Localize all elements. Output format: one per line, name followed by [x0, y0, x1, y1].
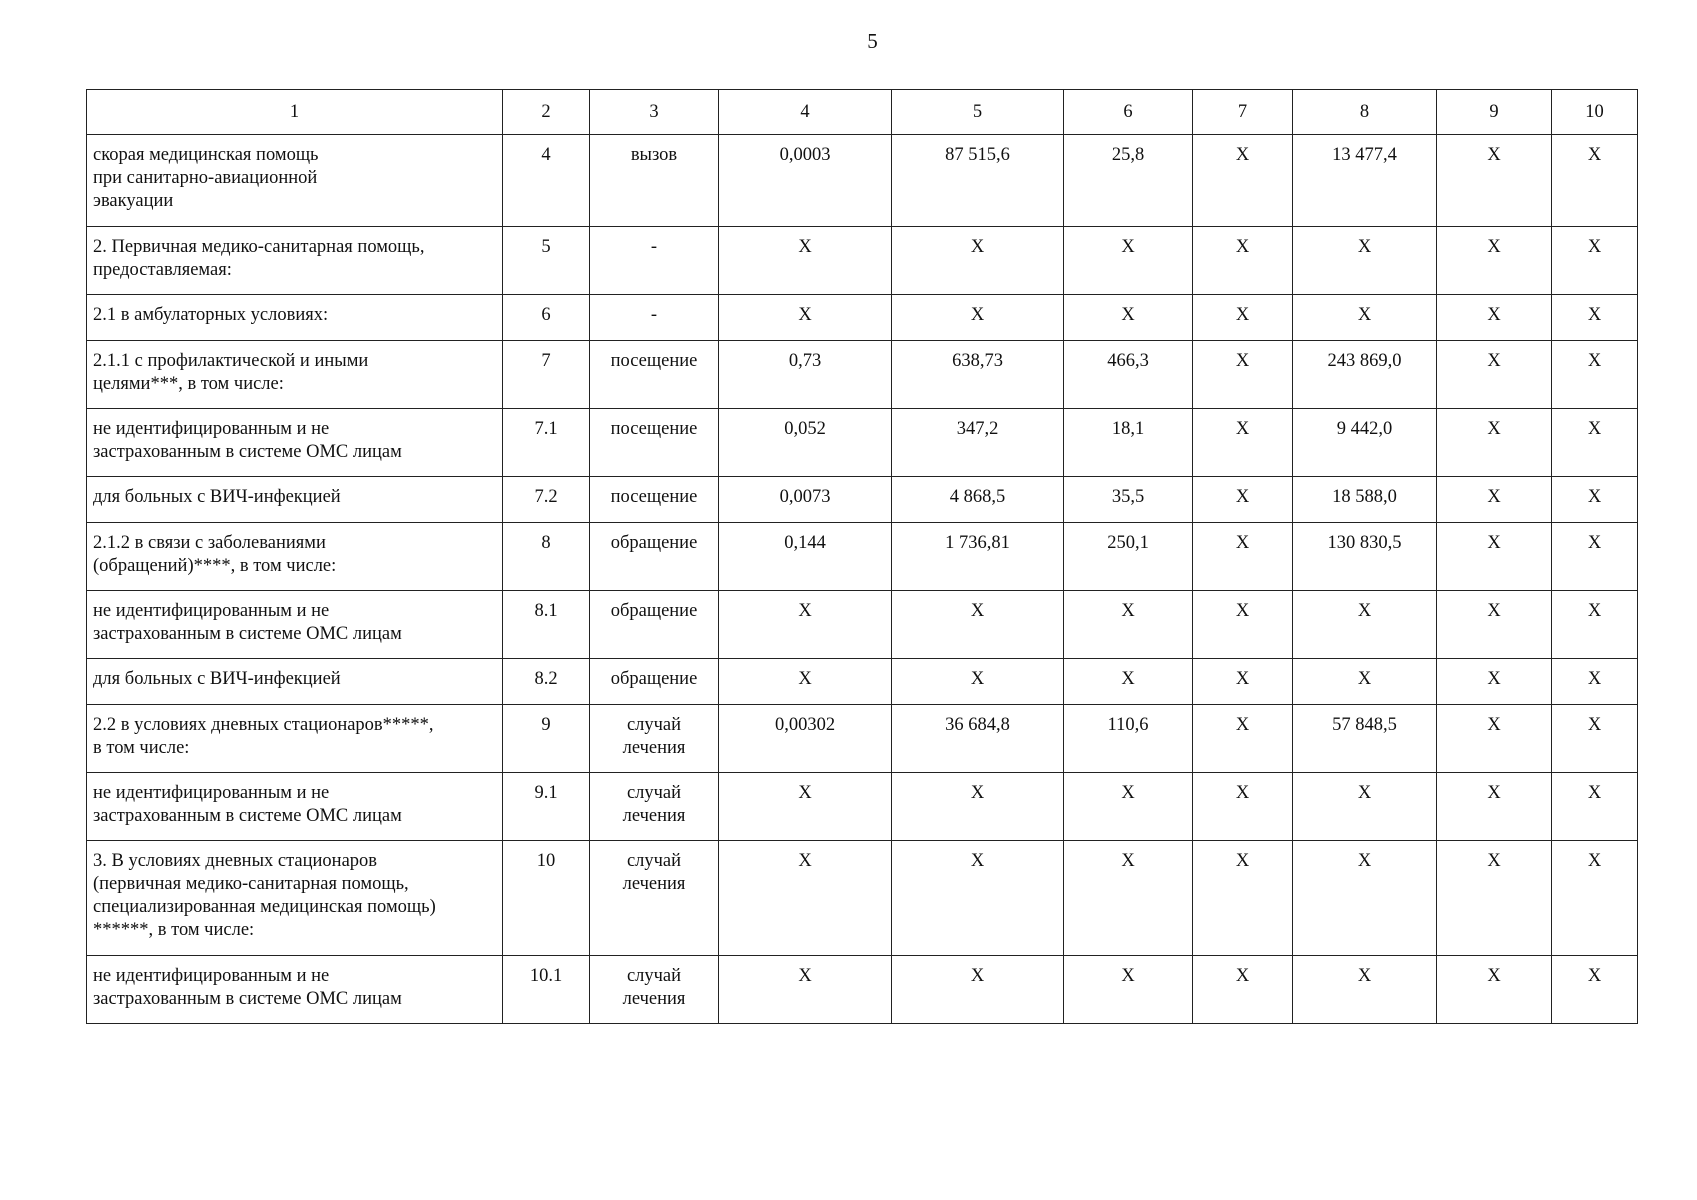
cell-text: 347,2 [956, 419, 999, 439]
cell-text: 0,00302 [774, 715, 836, 735]
row-cell-col8 [1293, 956, 1437, 1024]
cell-text: 57 848,5 [1332, 715, 1397, 735]
row-cell-col5 [892, 523, 1064, 591]
cell-text: 87 515,6 [945, 145, 1010, 165]
row-name-cell [87, 409, 503, 477]
cell-text: X [1235, 851, 1250, 871]
cell-text: X [1357, 851, 1372, 871]
cell-text: 2.1.2 в связи с заболеваниями (обращений)****, в том числе: [93, 533, 337, 576]
row-cell-col10 [1552, 773, 1638, 841]
row-cell-col9 [1437, 135, 1552, 227]
header-cell: 6 [1064, 90, 1193, 135]
cell-text: X [1487, 145, 1501, 165]
cell-text: X [1587, 601, 1602, 621]
table-row [87, 523, 1638, 591]
cell-text: 7 [541, 351, 551, 371]
row-cell-col4 [719, 135, 892, 227]
cell-text: X [1357, 237, 1372, 257]
row-cell-col5 [892, 341, 1064, 409]
cell-text: X [1357, 305, 1372, 325]
row-cell-col8 [1293, 227, 1437, 295]
cell-text: X [798, 783, 812, 803]
cell-text: X [1235, 145, 1250, 165]
row-unit-cell [590, 135, 719, 227]
row-line-number-cell [503, 773, 590, 841]
row-cell-col6 [1064, 659, 1193, 705]
row-unit-cell [590, 227, 719, 295]
cell-text: X [970, 601, 985, 621]
row-cell-col8 [1293, 841, 1437, 956]
cell-text: X [1235, 533, 1250, 553]
row-cell-col4 [719, 773, 892, 841]
cell-text: X [798, 966, 812, 986]
row-line-number-cell [503, 227, 590, 295]
row-cell-col6 [1064, 477, 1193, 523]
cell-text: 35,5 [1111, 487, 1145, 507]
cell-text: X [1235, 715, 1250, 735]
row-unit-cell [590, 477, 719, 523]
cell-text: обращение [610, 669, 698, 689]
cell-text: X [1587, 533, 1602, 553]
cell-text: - [650, 305, 658, 325]
cell-text: 9.1 [534, 783, 558, 803]
row-cell-col7 [1193, 295, 1293, 341]
row-cell-col6 [1064, 705, 1193, 773]
cell-text: X [1487, 237, 1501, 257]
cell-text: 2. Первичная медико-санитарная помощь, предоставляемая: [93, 237, 425, 280]
row-unit-cell [590, 341, 719, 409]
cell-text: X [1587, 145, 1602, 165]
cell-text: X [1235, 487, 1250, 507]
row-cell-col10 [1552, 477, 1638, 523]
header-cell: 2 [503, 90, 590, 135]
cell-text: 8 [541, 533, 551, 553]
row-cell-col5 [892, 227, 1064, 295]
row-cell-col6 [1064, 841, 1193, 956]
row-cell-col6 [1064, 591, 1193, 659]
cell-text: 5 [541, 237, 551, 257]
cell-text: 36 684,8 [945, 715, 1010, 735]
row-unit-cell [590, 705, 719, 773]
cell-text: X [1487, 966, 1501, 986]
cell-text: X [1357, 783, 1372, 803]
row-line-number-cell [503, 523, 590, 591]
row-cell-col9 [1437, 659, 1552, 705]
cell-text: обращение [610, 533, 698, 553]
cell-text: X [970, 669, 985, 689]
cell-text: X [970, 237, 985, 257]
cell-text: 1 736,81 [945, 533, 1010, 553]
cell-text: X [1487, 419, 1501, 439]
row-cell-col4 [719, 295, 892, 341]
cell-text: посещение [610, 351, 698, 371]
row-cell-col9 [1437, 409, 1552, 477]
cell-text: X [798, 669, 812, 689]
cell-text: случай лечения [622, 783, 686, 826]
cell-text: X [1235, 305, 1250, 325]
row-cell-col4 [719, 956, 892, 1024]
row-line-number-cell [503, 341, 590, 409]
header-cell: 3 [590, 90, 719, 135]
row-cell-col6 [1064, 135, 1193, 227]
row-name-cell [87, 841, 503, 956]
cell-text: X [1121, 783, 1135, 803]
cell-text: X [1587, 783, 1602, 803]
row-cell-col8 [1293, 773, 1437, 841]
row-cell-col9 [1437, 523, 1552, 591]
cell-text: 4 868,5 [949, 487, 1006, 507]
row-unit-cell [590, 773, 719, 841]
row-cell-col8 [1293, 409, 1437, 477]
cell-text: 13 477,4 [1332, 145, 1397, 165]
row-name-cell [87, 477, 503, 523]
row-unit-cell [590, 659, 719, 705]
cell-text: X [1121, 601, 1135, 621]
row-cell-col5 [892, 705, 1064, 773]
row-cell-col10 [1552, 659, 1638, 705]
cell-text: не идентифицированным и не застрахованным в системе ОМС лицам [93, 966, 402, 1009]
table-row [87, 295, 1638, 341]
cell-text: вызов [630, 145, 678, 165]
cell-text: X [970, 305, 985, 325]
row-cell-col5 [892, 841, 1064, 956]
table-row [87, 956, 1638, 1024]
row-cell-col10 [1552, 956, 1638, 1024]
table-row [87, 477, 1638, 523]
cell-text: 2.1.1 с профилактической и иными целями***, в том числе: [93, 351, 369, 394]
row-cell-col10 [1552, 591, 1638, 659]
row-cell-col5 [892, 477, 1064, 523]
cell-text: 18 588,0 [1332, 487, 1397, 507]
row-cell-col5 [892, 659, 1064, 705]
cell-text: X [1121, 966, 1135, 986]
row-cell-col9 [1437, 341, 1552, 409]
row-line-number-cell [503, 705, 590, 773]
cell-text: X [1235, 669, 1250, 689]
cell-text: 9 [541, 715, 551, 735]
cell-text: X [1121, 237, 1135, 257]
cell-text: 250,1 [1107, 533, 1149, 553]
row-name-cell [87, 956, 503, 1024]
row-line-number-cell [503, 841, 590, 956]
row-cell-col4 [719, 523, 892, 591]
row-cell-col7 [1193, 956, 1293, 1024]
row-cell-col4 [719, 705, 892, 773]
header-cell: 8 [1293, 90, 1437, 135]
row-cell-col8 [1293, 523, 1437, 591]
cell-text: обращение [610, 601, 698, 621]
cell-text: X [1587, 851, 1602, 871]
cell-text: X [1587, 419, 1602, 439]
cell-text: X [798, 851, 812, 871]
cell-text: X [1357, 669, 1372, 689]
row-line-number-cell [503, 135, 590, 227]
row-cell-col4 [719, 227, 892, 295]
cell-text: 10.1 [529, 966, 563, 986]
cell-text: X [1587, 715, 1602, 735]
cell-text: 6 [541, 305, 551, 325]
row-cell-col5 [892, 135, 1064, 227]
row-name-cell [87, 227, 503, 295]
row-cell-col4 [719, 659, 892, 705]
cell-text: 2.1 в амбулаторных условиях: [93, 305, 329, 325]
cell-text: X [1487, 715, 1501, 735]
row-cell-col7 [1193, 227, 1293, 295]
row-cell-col8 [1293, 705, 1437, 773]
cell-text: X [1121, 305, 1135, 325]
row-cell-col6 [1064, 341, 1193, 409]
cell-text: посещение [610, 419, 698, 439]
row-line-number-cell [503, 659, 590, 705]
row-cell-col9 [1437, 477, 1552, 523]
cell-text: не идентифицированным и не застрахованным в системе ОМС лицам [93, 419, 402, 462]
row-unit-cell [590, 295, 719, 341]
row-cell-col8 [1293, 477, 1437, 523]
cell-text: случай лечения [622, 966, 686, 1009]
cell-text: 8.2 [534, 669, 558, 689]
cell-text: для больных с ВИЧ-инфекцией [93, 669, 341, 689]
cell-text: скорая медицинская помощь при санитарно-авиационной эвакуации [93, 145, 319, 211]
row-cell-col6 [1064, 227, 1193, 295]
row-cell-col9 [1437, 591, 1552, 659]
row-name-cell [87, 135, 503, 227]
cell-text: 0,0003 [779, 145, 831, 165]
row-cell-col4 [719, 591, 892, 659]
cell-text: 4 [541, 145, 551, 165]
row-cell-col9 [1437, 705, 1552, 773]
row-cell-col8 [1293, 659, 1437, 705]
cell-text: 2.2 в условиях дневных стационаров*****, в том числе: [93, 715, 434, 758]
cell-text: 8.1 [534, 601, 558, 621]
cell-text: X [798, 237, 812, 257]
cell-text: 130 830,5 [1327, 533, 1402, 553]
row-cell-col7 [1193, 477, 1293, 523]
row-cell-col4 [719, 841, 892, 956]
cell-text: не идентифицированным и не застрахованным в системе ОМС лицам [93, 783, 402, 826]
cell-text: 0,0073 [779, 487, 831, 507]
cell-text: 7.2 [534, 487, 558, 507]
cell-text: X [1235, 419, 1250, 439]
cell-text: X [1587, 305, 1602, 325]
cell-text: X [970, 966, 985, 986]
cell-text: 243 869,0 [1327, 351, 1402, 371]
row-cell-col7 [1193, 591, 1293, 659]
row-cell-col10 [1552, 341, 1638, 409]
cell-text: 110,6 [1107, 715, 1149, 735]
header-cell: 7 [1193, 90, 1293, 135]
table-row [87, 705, 1638, 773]
row-cell-col8 [1293, 341, 1437, 409]
cell-text: X [1357, 966, 1372, 986]
row-cell-col5 [892, 956, 1064, 1024]
row-name-cell [87, 523, 503, 591]
cell-text: 0,73 [788, 351, 822, 371]
cell-text: X [1587, 237, 1602, 257]
data-table [86, 89, 1638, 1024]
table-row [87, 341, 1638, 409]
row-cell-col7 [1193, 773, 1293, 841]
table-header-row [87, 90, 1638, 135]
row-unit-cell [590, 956, 719, 1024]
row-cell-col9 [1437, 956, 1552, 1024]
cell-text: посещение [610, 487, 698, 507]
row-line-number-cell [503, 295, 590, 341]
header-cell: 9 [1437, 90, 1552, 135]
cell-text: для больных с ВИЧ-инфекцией [93, 487, 341, 507]
row-cell-col7 [1193, 659, 1293, 705]
cell-text: X [970, 783, 985, 803]
cell-text: X [1487, 351, 1501, 371]
cell-text: 7.1 [534, 419, 558, 439]
row-cell-col10 [1552, 841, 1638, 956]
table-row [87, 591, 1638, 659]
table-row [87, 659, 1638, 705]
cell-text: X [1235, 601, 1250, 621]
cell-text: X [1487, 783, 1501, 803]
cell-text: 25,8 [1111, 145, 1145, 165]
cell-text: X [1587, 487, 1602, 507]
cell-text: X [1121, 851, 1135, 871]
row-line-number-cell [503, 956, 590, 1024]
row-cell-col4 [719, 477, 892, 523]
cell-text: X [1587, 351, 1602, 371]
row-line-number-cell [503, 591, 590, 659]
table-row [87, 773, 1638, 841]
cell-text: 466,3 [1107, 351, 1149, 371]
row-cell-col7 [1193, 705, 1293, 773]
cell-text: X [798, 305, 812, 325]
cell-text: 638,73 [952, 351, 1003, 371]
row-cell-col9 [1437, 295, 1552, 341]
row-cell-col10 [1552, 523, 1638, 591]
cell-text: 18,1 [1111, 419, 1145, 439]
row-cell-col9 [1437, 841, 1552, 956]
cell-text: X [1587, 966, 1602, 986]
row-cell-col8 [1293, 591, 1437, 659]
row-cell-col5 [892, 295, 1064, 341]
header-cell: 4 [719, 90, 892, 135]
row-name-cell [87, 773, 503, 841]
cell-text: 10 [536, 851, 556, 871]
row-cell-col10 [1552, 227, 1638, 295]
row-unit-cell [590, 409, 719, 477]
cell-text: 0,144 [784, 533, 826, 553]
row-cell-col4 [719, 341, 892, 409]
row-name-cell [87, 659, 503, 705]
cell-text: X [1235, 966, 1250, 986]
row-cell-col6 [1064, 409, 1193, 477]
row-cell-col7 [1193, 135, 1293, 227]
cell-text: X [1587, 669, 1602, 689]
table-row [87, 409, 1638, 477]
row-cell-col7 [1193, 841, 1293, 956]
table-row [87, 135, 1638, 227]
row-name-cell [87, 295, 503, 341]
row-cell-col4 [719, 409, 892, 477]
row-cell-col6 [1064, 295, 1193, 341]
cell-text: - [650, 237, 658, 257]
page-number: 5 [867, 29, 878, 53]
cell-text: X [1487, 305, 1501, 325]
cell-text: X [1235, 783, 1250, 803]
cell-text: не идентифицированным и не застрахованным в системе ОМС лицам [93, 601, 402, 644]
row-line-number-cell [503, 409, 590, 477]
row-cell-col6 [1064, 773, 1193, 841]
row-cell-col7 [1193, 341, 1293, 409]
row-line-number-cell [503, 477, 590, 523]
cell-text: 0,052 [784, 419, 826, 439]
cell-text: X [1487, 669, 1501, 689]
row-name-cell [87, 705, 503, 773]
cell-text: случай лечения [622, 715, 686, 758]
row-cell-col10 [1552, 295, 1638, 341]
row-cell-col8 [1293, 135, 1437, 227]
cell-text: X [1487, 533, 1501, 553]
row-cell-col9 [1437, 773, 1552, 841]
row-cell-col6 [1064, 523, 1193, 591]
row-cell-col10 [1552, 135, 1638, 227]
cell-text: случай лечения [622, 851, 686, 894]
cell-text: X [1235, 237, 1250, 257]
cell-text: X [1487, 851, 1501, 871]
row-name-cell [87, 591, 503, 659]
row-cell-col7 [1193, 409, 1293, 477]
row-cell-col5 [892, 773, 1064, 841]
row-unit-cell [590, 591, 719, 659]
cell-text: X [1357, 601, 1372, 621]
row-cell-col6 [1064, 956, 1193, 1024]
row-name-cell [87, 341, 503, 409]
table-row [87, 841, 1638, 956]
row-cell-col8 [1293, 295, 1437, 341]
row-cell-col7 [1193, 523, 1293, 591]
cell-text: X [1487, 487, 1501, 507]
row-cell-col10 [1552, 409, 1638, 477]
row-cell-col5 [892, 591, 1064, 659]
cell-text: X [1121, 669, 1135, 689]
header-cell: 1 [87, 90, 503, 135]
cell-text: 9 442,0 [1336, 419, 1393, 439]
cell-text: X [1487, 601, 1501, 621]
row-cell-col5 [892, 409, 1064, 477]
cell-text: X [970, 851, 985, 871]
cell-text: 3. В условиях дневных стационаров (первичная медико-санитарная помощь, специализированная медицинская помощь) ******, в том числе: [93, 851, 436, 940]
cell-text: X [798, 601, 812, 621]
row-cell-col9 [1437, 227, 1552, 295]
header-cell: 10 [1552, 90, 1638, 135]
header-cell: 5 [892, 90, 1064, 135]
row-cell-col10 [1552, 705, 1638, 773]
row-unit-cell [590, 523, 719, 591]
cell-text: X [1235, 351, 1250, 371]
row-unit-cell [590, 841, 719, 956]
table-row [87, 227, 1638, 295]
